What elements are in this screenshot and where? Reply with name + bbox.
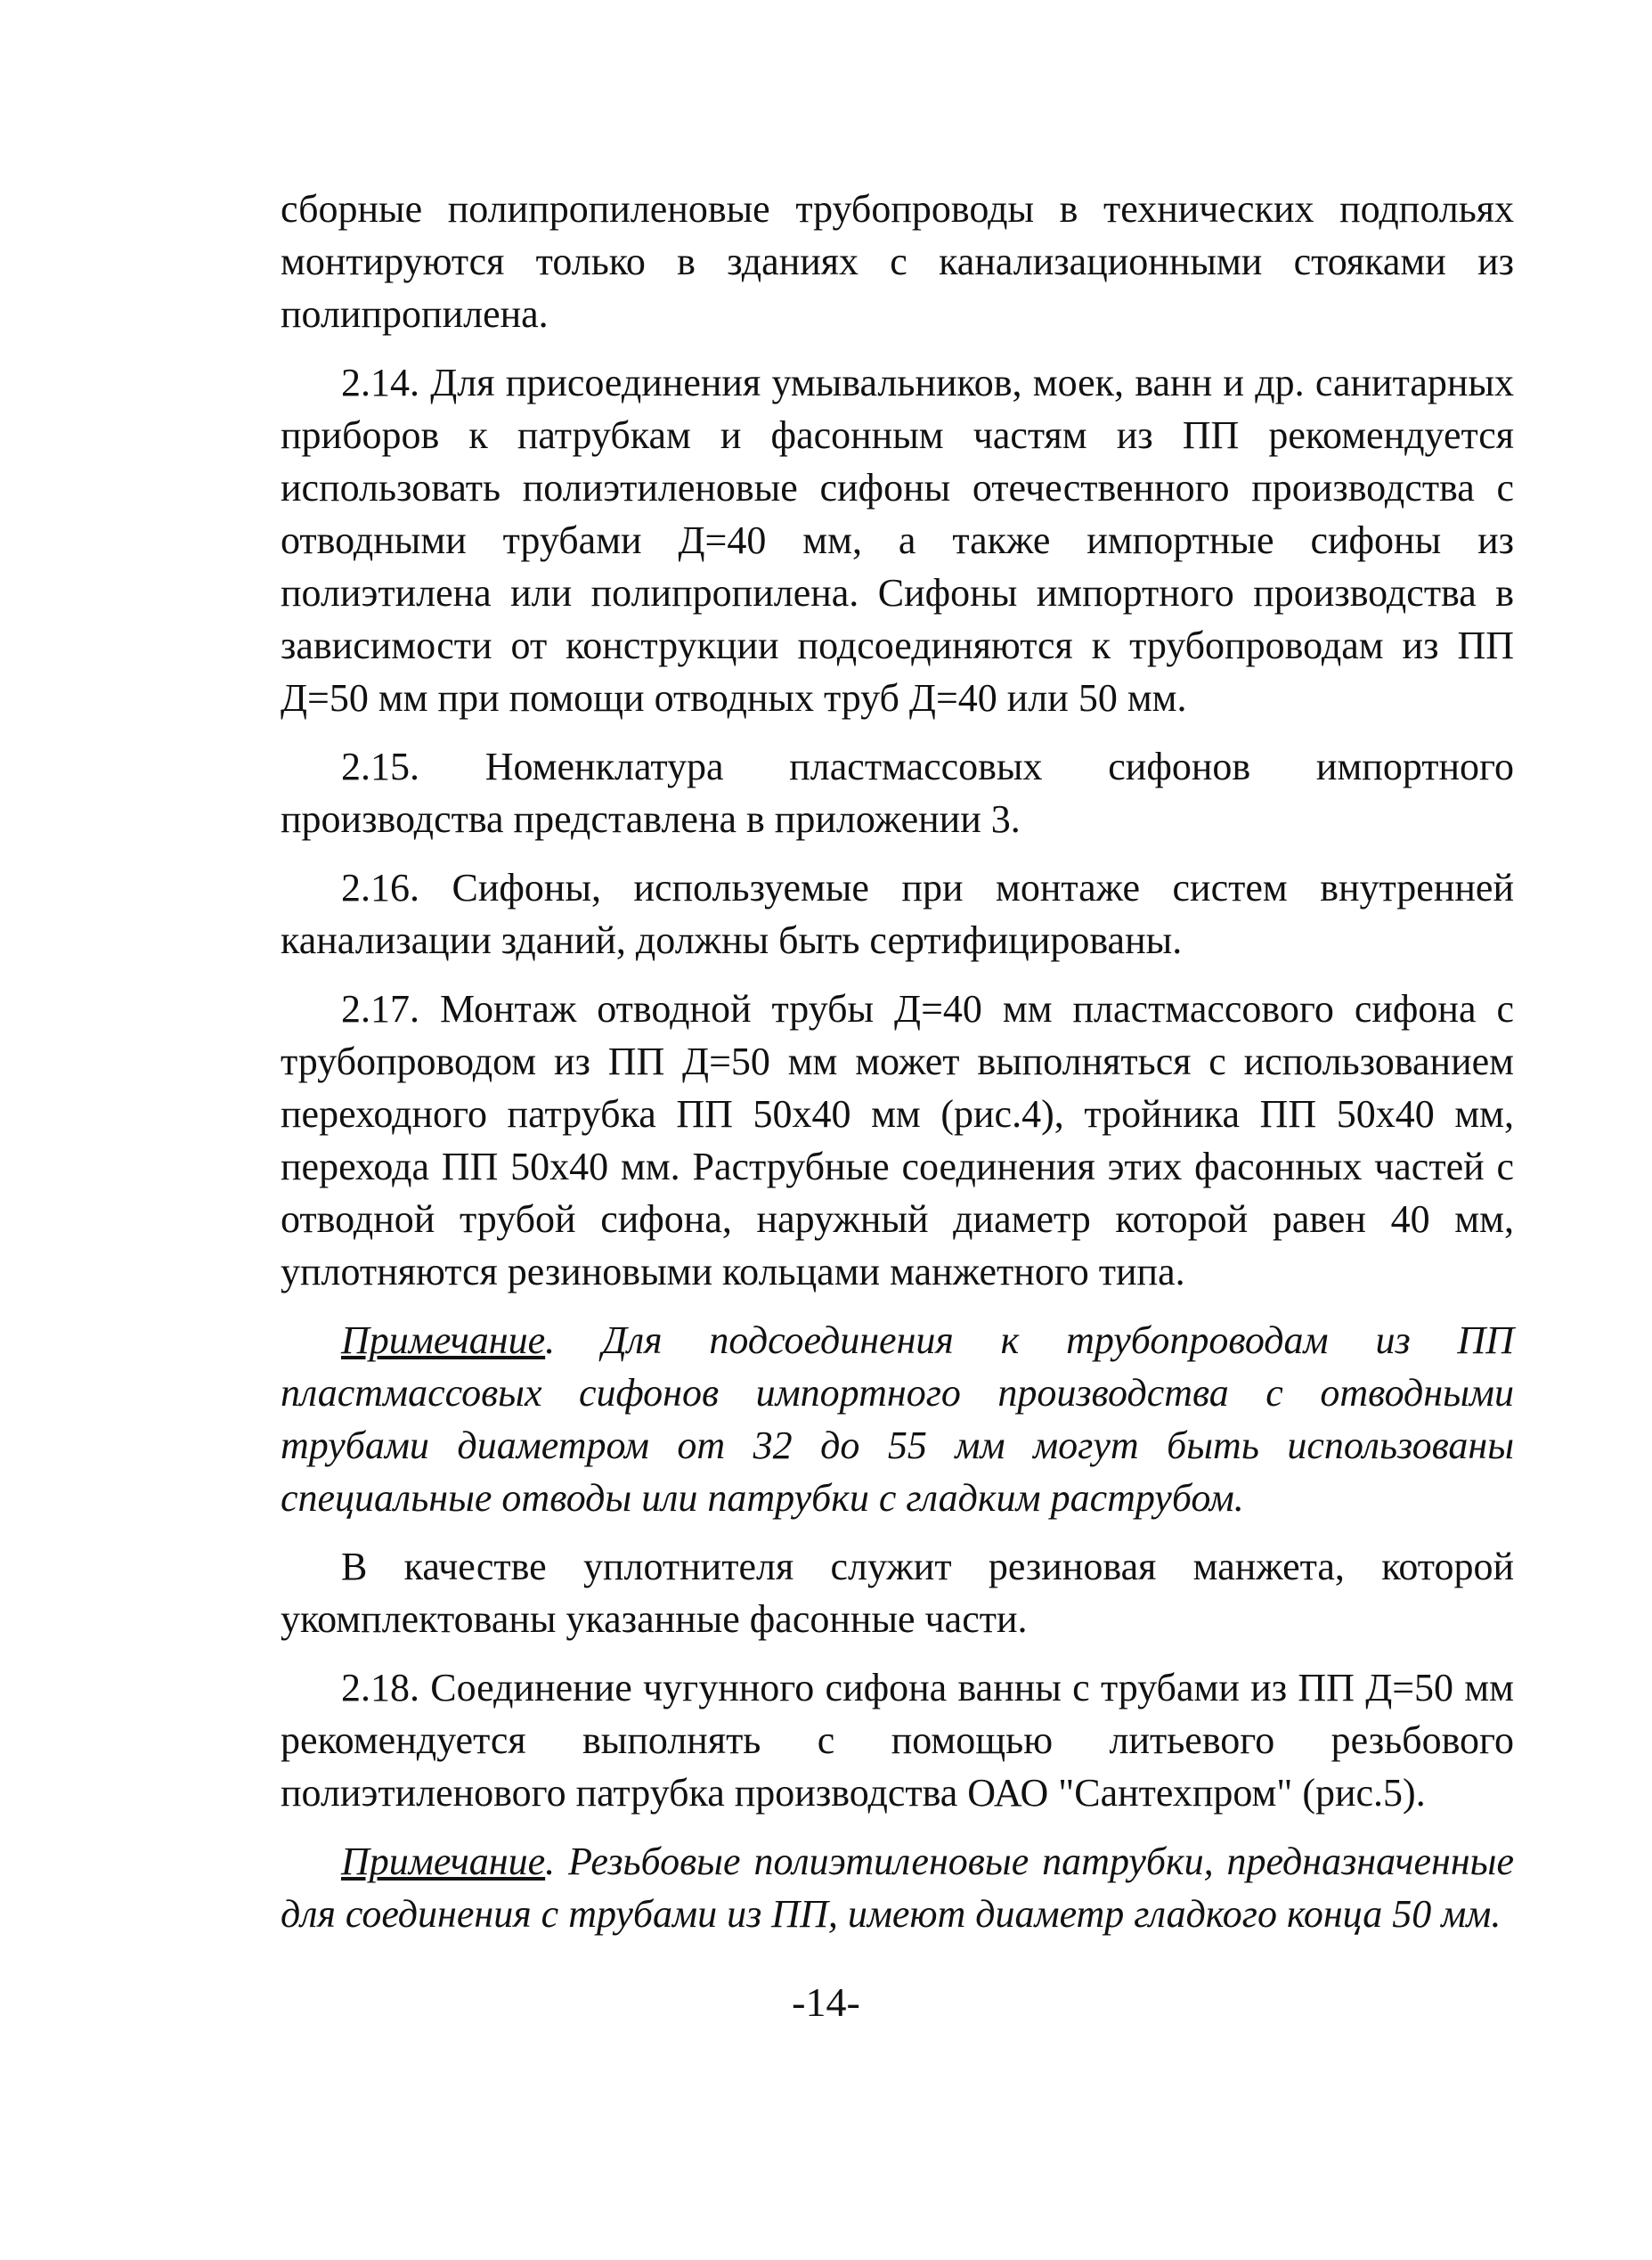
- paragraph-2-17: 2.17. Монтаж отводной трубы Д=40 мм пластмассового сифона с трубопроводом из ПП Д=50 мм может выполняться с использованием переходного патрубка ПП 50х40 мм (рис.4), тройника ПП 50х40 мм, перехода ПП 50х40 мм. Раструбные соединения этих фасонных частей с отводной трубой сифона, наружный диаметр которой равен 40 мм, уплотняются резиновыми кольцами манжетного типа.: [281, 987, 1514, 1293]
- note-label: Примечание: [341, 1318, 546, 1362]
- paragraph-sealant: В качестве уплотнителя служит резиновая манжета, которой укомплектованы указанные фасонные части.: [281, 1545, 1514, 1641]
- note-text: . Резьбовые полиэтиленовые патрубки, предназначенные для соединения с трубами из ПП, имеют диаметр гладкого конца 50 мм.: [281, 1840, 1514, 1936]
- note-paragraph-2: [281, 1835, 1514, 1940]
- note-label: Примечание: [341, 1840, 546, 1883]
- paragraph-2-15: 2.15. Номенклатура пластмассовых сифонов импортного производства представлена в приложении 3.: [281, 745, 1514, 841]
- paragraph-continuation: сборные полипропиленовые трубопроводы в технических подпольях монтируются только в зданиях с канализационными стояками из полипропилена.: [281, 187, 1514, 336]
- note-paragraph-1: [281, 1314, 1514, 1524]
- note-text: . Для подсоединения к трубопроводам из ПП пластмассовых сифонов импортного производства с отводными трубами диаметром от 32 до 55 мм могут быть использованы специальные отводы или патрубки с гладким раструбом.: [281, 1318, 1514, 1520]
- paragraph-2-14: 2.14. Для присоединения умывальников, моек, ванн и др. санитарных приборов к патрубкам и фасонным частям из ПП рекомендуется использовать полиэтиленовые сифоны отечественного производства с отводными трубами Д=40 мм, а также импортные сифоны из полиэтилена или полипропилена. Сифоны импортного производства в зависимости от конструкции подсоединяются к трубопроводам из ПП Д=50 мм при помощи отводных труб Д=40 или 50 мм.: [281, 361, 1514, 720]
- page-number: -14-: [792, 1979, 860, 2025]
- document-page: [281, 183, 1514, 1956]
- paragraph-2-16: 2.16. Сифоны, используемые при монтаже систем внутренней канализации зданий, должны быть сертифицированы.: [281, 866, 1514, 962]
- paragraph-2-18: 2.18. Соединение чугунного сифона ванны с трубами из ПП Д=50 мм рекомендуется выполнять с помощью литьевого резьбового полиэтиленового патрубка производства ОАО "Сантехпром" (рис.5).: [281, 1666, 1514, 1815]
